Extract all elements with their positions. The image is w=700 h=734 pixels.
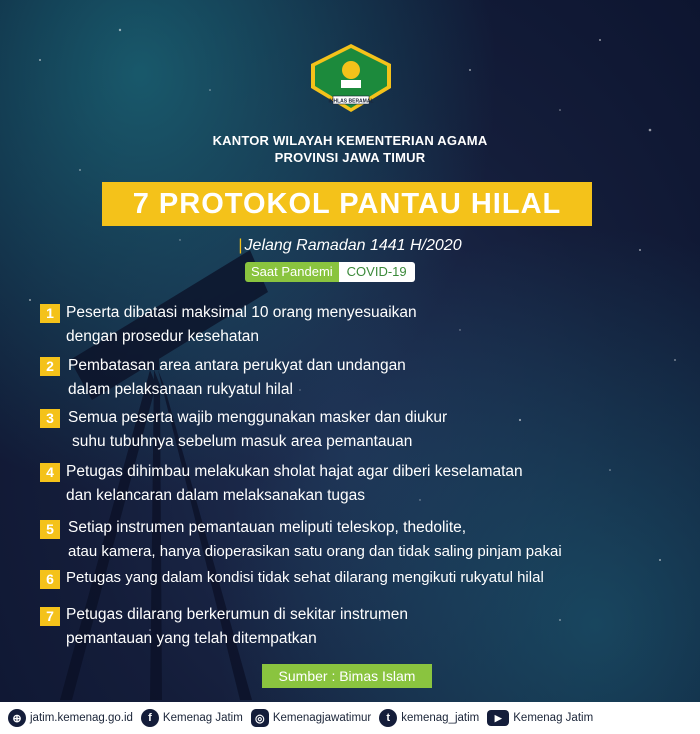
item-text: dengan prosedur kesehatan: [66, 328, 260, 345]
kemenag-logo: [305, 42, 397, 114]
footer-instagram[interactable]: [251, 709, 371, 727]
item-text: dalam pelaksanaan rukyatul hilal: [68, 381, 293, 398]
main-title: 7 PROTOKOL PANTAU HILAL: [102, 182, 592, 226]
instagram-icon: ◎: [251, 709, 269, 727]
twitter-icon: t: [379, 709, 397, 727]
footer-instagram-text: Kemenagjawatimur: [272, 712, 372, 724]
item-text: Pembatasan area antara perukyat dan undangan: [68, 357, 406, 374]
item-text: Petugas yang dalam kondisi tidak sehat dilarang mengikuti rukyatul hilal: [66, 569, 544, 586]
org-name-line1: KANTOR WILAYAH KEMENTERIAN AGAMA: [212, 133, 488, 148]
item-text: Petugas dilarang berkerumun di sekitar instrumen: [66, 606, 409, 623]
footer-facebook[interactable]: [141, 709, 243, 727]
item-number: 4: [40, 463, 60, 482]
footer-bar: [0, 702, 700, 734]
item-text: Petugas dihimbau melakukan sholat hajat agar diberi keselamatan: [66, 463, 523, 480]
item-number: 5: [40, 520, 60, 539]
facebook-icon: f: [141, 709, 159, 727]
footer-web[interactable]: [8, 709, 133, 727]
org-name-line2: PROVINSI JAWA TIMUR: [274, 150, 426, 165]
item-number: 2: [40, 357, 60, 376]
globe-icon: ⊕: [8, 709, 26, 727]
item-text: atau kamera, hanya dioperasikan satu orang dan tidak saling pinjam pakai: [68, 543, 562, 560]
source-label: Sumber : Bimas Islam: [262, 664, 432, 688]
item-text: dan kelancaran dalam melaksanakan tugas: [66, 487, 365, 504]
subtitle: [0, 237, 700, 255]
item-number: 3: [40, 409, 60, 428]
footer-youtube[interactable]: [487, 710, 593, 726]
subtitle-mark: |: [238, 237, 243, 254]
item-text: Semua peserta wajib menggunakan masker dan diukur: [68, 409, 448, 426]
footer-twitter[interactable]: [379, 709, 479, 727]
pandemic-pill: [245, 262, 415, 282]
footer-youtube-text: Kemenag Jatim: [513, 712, 594, 724]
footer-web-text: jatim.kemenag.go.id: [30, 712, 133, 724]
item-number: 7: [40, 607, 60, 626]
item-number: 1: [40, 304, 60, 323]
item-text: Setiap instrumen pemantauan meliputi teleskop, thedolite,: [68, 519, 467, 536]
item-text: Peserta dibatasi maksimal 10 orang menyesuaikan: [66, 304, 417, 321]
item-number: 6: [40, 570, 60, 589]
footer-twitter-text: kemenag_jatim: [401, 712, 480, 724]
pill-left: Saat Pandemi: [245, 262, 339, 282]
subtitle-text: Jelang Ramadan 1441 H/2020: [244, 237, 462, 254]
footer-facebook-text: Kemenag Jatim: [162, 712, 243, 724]
item-text: pemantauan yang telah ditempatkan: [66, 630, 317, 647]
svg-text:IKHLAS BERAMAL: IKHLAS BERAMAL: [328, 98, 374, 105]
item-text: suhu tubuhnya sebelum masuk area pemantauan: [72, 433, 413, 450]
youtube-icon: ▶: [487, 710, 509, 726]
pill-right: COVID-19: [339, 262, 415, 282]
